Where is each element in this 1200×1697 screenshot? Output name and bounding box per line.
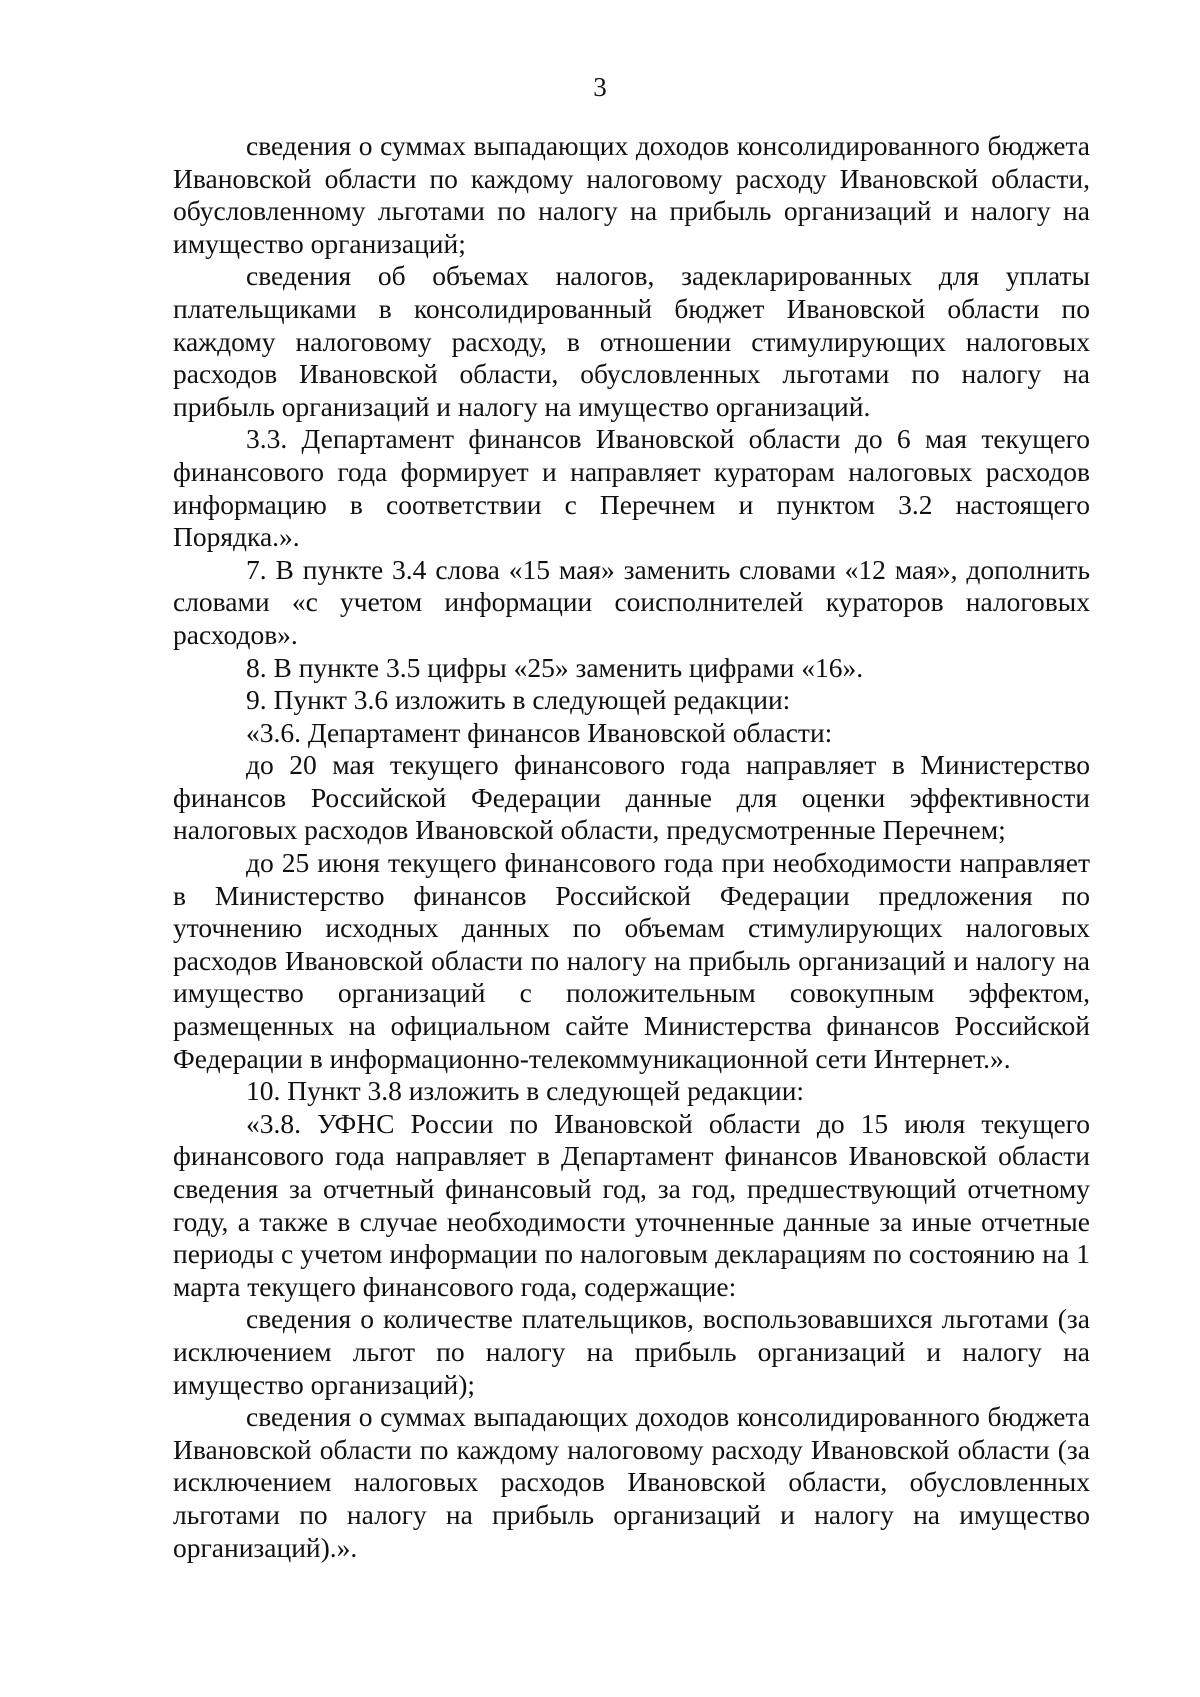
paragraph-item-8: 8. В пункте 3.5 цифры «25» заменить цифрами «16». [246, 651, 864, 683]
paragraph-taxpayer-count-info: сведения о количестве плательщиков, воспользовавшихся льготами (за исключением льгот по налогу на прибыль организаций и налогу на имущество организаций); [173, 1303, 1090, 1400]
paragraph-clause-3-6-heading: «3.6. Департамент финансов Ивановской области: [246, 716, 833, 748]
paragraph-revenue-loss-info-final: сведения о суммах выпадающих доходов консолидированного бюджета Ивановской области по каждому налоговому расходу Ивановской области (за исключением налоговых расходов Ивановской области, обусловленных льготами по налогу на прибыль организаций и налогу на имущество организаций).». [173, 1401, 1090, 1563]
paragraph-item-7: 7. В пункте 3.4 слова «15 мая» заменить словами «12 мая», дополнить словами «с учетом информации соисполнителей кураторов налоговых расходов». [173, 553, 1090, 650]
document-body [173, 130, 1090, 1564]
paragraph-clause-3-6-may-20: до 20 мая текущего финансового года направляет в Министерство финансов Российской Федерации данные для оценки эффективности налоговых расходов Ивановской области, предусмотренные Перечнем; [173, 749, 1090, 846]
paragraph-clause-3-8: «3.8. УФНС России по Ивановской области до 15 июля текущего финансового года направляет в Департамент финансов Ивановской области сведения за отчетный финансовый год, за год, предшествующий отчетному году, а также в случае необходимости уточненные данные за иные отчетные периоды с учетом информации по налоговым декларациям по состоянию на 1 марта текущего финансового года, содержащие: [173, 1107, 1090, 1302]
paragraph-declared-taxes-info: сведения об объемах налогов, задекларированных для уплаты плательщиками в консолидированный бюджет Ивановской области по каждому налоговому расходу, в отношении стимулирующих налоговых расходов Ивановской области, обусловленных льготами по налогу на прибыль организаций и налогу на имущество организаций. [173, 260, 1090, 422]
paragraph-revenue-loss-info: сведения о суммах выпадающих доходов консолидированного бюджета Ивановской области по каждому налоговому расходу Ивановской области, обусловленному льготами по налогу на прибыль организаций и налогу на имущество организаций; [173, 130, 1090, 259]
paragraph-clause-3-6-june-25: до 25 июня текущего финансового года при необходимости направляет в Министерство финансов Российской Федерации предложения по уточнению исходных данных по объемам стимулирующих налоговых расходов Ивановской области по налогу на прибыль организаций и налогу на имущество организаций с положительным совокупным эффектом, размещенных на официальном сайте Министерства финансов Российской Федерации в информационно-телекоммуникационной сети Интернет.». [173, 847, 1090, 1074]
paragraph-item-9: 9. Пункт 3.6 изложить в следующей редакции: [246, 684, 791, 716]
paragraph-clause-3-3: 3.3. Департамент финансов Ивановской области до 6 мая текущего финансового года формирует и направляет кураторам налоговых расходов информацию в соответствии с Перечнем и пунктом 3.2 настоящего Порядка.». [173, 423, 1090, 553]
paragraph-item-10: 10. Пункт 3.8 изложить в следующей редакции: [246, 1075, 805, 1107]
page-number: 3 [593, 72, 607, 102]
